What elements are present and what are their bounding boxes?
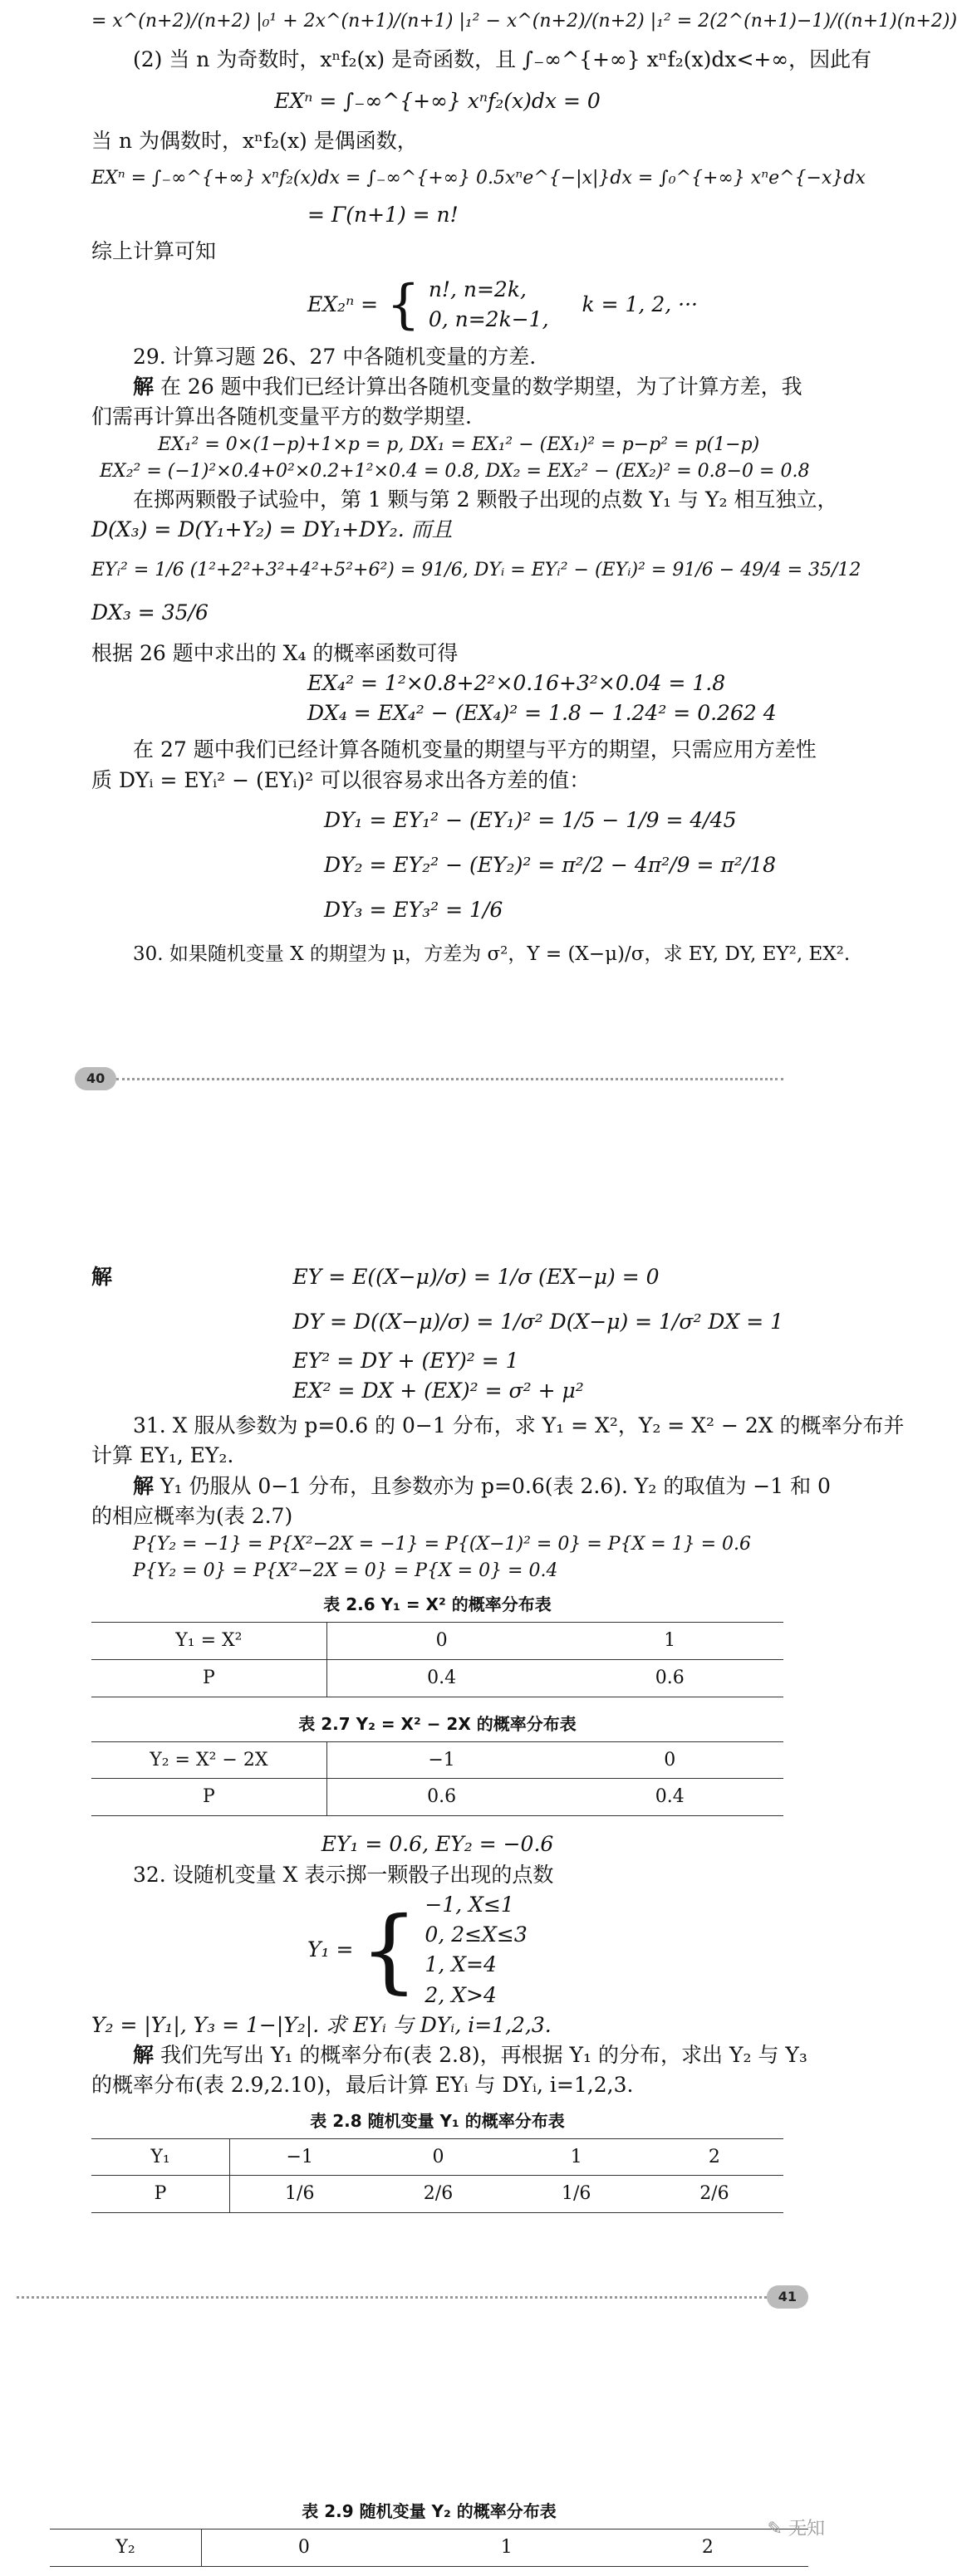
page-42-content [50,2491,808,2567]
q29-sol-text-2: 们需再计算出各随机变量平方的数学期望. [91,404,472,429]
page-40 [0,0,957,1096]
table-cell: 1 [406,2529,607,2567]
q29-sol-text-1: 在 26 题中我们已经计算出各随机变量的数学期望，为了计算方差，我 [160,374,802,399]
table-cell: 2 [607,2529,808,2567]
q29-formula-8: DY₂ = EY₂² − (EY₂)² = π²/2 − 4π²/9 = π²/18 [324,853,777,878]
chat-bubble-icon: ✎ [767,2519,783,2540]
table-cell: 0 [202,2529,406,2567]
q29-x4-text: 根据 26 题中求出的 X₄ 的概率函数可得 [91,640,459,665]
page-number-41: 41 [767,2285,808,2308]
watermark [768,2516,825,2543]
footer-rule [17,2296,767,2299]
page-footer-41 [17,2285,808,2309]
page-41 [0,1096,905,2358]
brace-icon: { [386,274,420,336]
ex2-lhs: EX₂ⁿ = [307,292,379,317]
q32-piecewise [91,1890,783,2010]
table-2-9-caption: 表 2.9 随机变量 Y₂ 的概率分布表 [302,2501,557,2521]
table-2-8 [91,2138,783,2214]
ex2-piecewise [91,275,783,335]
q32-sol-label: 解 [133,2043,155,2068]
table-cell: 0 [369,2138,507,2176]
q31-formula-1: P{Y₂ = −1} = P{X²−2X = −1} = P{(X−1)² = 0} = P{X = 1} = 0.6 [133,1534,752,1555]
q32-sol-text-1: 我们先写出 Y₁ 的概率分布(表 2.8)，再根据 Y₁ 的分布，求出 Y₂ 与 Y₃ [160,2043,807,2068]
q31-sol-text-2: 的相应概率为(表 2.7) [91,1503,293,1528]
table-cell: 0.6 [326,1779,556,1816]
q29-formula-3: EYᵢ² = 1/6 (1²+2²+3²+4²+5²+6²) = 91/6, DYᵢ = EYᵢ² − (EYᵢ)² = 91/6 − 49/4 = 35/12 [91,559,861,580]
q31-title-2: 计算 EY₁, EY₂. [91,1443,234,1468]
q29-sol-line-1 [91,372,802,402]
q29-formula-2: EX₂² = (−1)²×0.4+0²×0.2+1²×0.4 = 0.8, DX₂ = EX₂² − (EX₂)² = 0.8−0 = 0.8 [100,461,810,482]
table-cell: −1 [230,2138,370,2176]
q29-formula-9: DY₃ = EY₃² = 1/6 [324,898,503,923]
q32-cases [425,1890,527,2010]
q30-sol-label: 解 [91,1265,113,1289]
table-cell: 2 [645,2138,783,2176]
q29-formula-1: EX₁² = 0×(1−p)+1×p = p, DX₁ = EX₁² − (EX₁)² = p−p² = p(1−p) [158,434,760,456]
summary-text: 综上计算可知 [91,238,217,263]
q31-title-1: 31. X 服从参数为 p=0.6 的 0−1 分布，求 Y₁ = X²，Y₂ = X² − 2X 的概率分布并 [133,1413,905,1437]
table-row [91,1622,783,1659]
table-cell: 1/6 [230,2176,370,2213]
q29-dice-2: D(X₃) = D(Y₁+Y₂) = DY₁+DY₂. 而且 [91,517,453,542]
q30-formulas [144,1262,783,1406]
even-formula-2: = Γ(n+1) = n! [307,202,459,227]
q32-case: 2, X>4 [425,1982,497,2007]
ex2-case-1: n!, n=2k, [428,277,527,302]
q32-case: 1, X=4 [425,1952,497,1977]
table-row [91,2138,783,2176]
q32-case: 0, 2≤X≤3 [425,1922,528,1947]
q29-formula-5: EX₄² = 1²×0.8+2²×0.16+3²×0.04 = 1.8 [307,670,726,695]
table-cell: P [91,1779,326,1816]
q31-sol-line-1 [91,1472,831,1501]
table-2-6 [91,1622,783,1697]
page-40-content [91,8,957,968]
table-2-9 [50,2529,808,2567]
q32-y1-lhs: Y₁ = [307,1937,354,1962]
q29-formula-7: DY₁ = EY₁² − (EY₁)² = 1/5 − 1/9 = 4/45 [324,807,737,832]
footer-rule [116,1078,783,1080]
table-row [91,1779,783,1816]
case2-formula: EXⁿ = ∫₋∞^{+∞} xⁿf₂(x)dx = 0 [274,89,601,114]
q31-result: EY₁ = 0.6, EY₂ = −0.6 [321,1832,554,1857]
table-cell: P [91,2176,230,2213]
table-2-6-caption: 表 2.6 Y₁ = X² 的概率分布表 [323,1594,552,1614]
q31-formula-2: P{Y₂ = 0} = P{X²−2X = 0} = P{X = 0} = 0.4 [133,1560,558,1581]
table-cell: 2/6 [369,2176,507,2213]
table-cell: 0.6 [556,1659,783,1697]
q29-27-text-2: 质 DYᵢ = EYᵢ² − (EYᵢ)² 可以很容易求出各方差的值： [91,767,591,792]
table-cell: Y₂ [50,2529,202,2567]
table-cell: 1/6 [508,2176,645,2213]
page-number-40: 40 [75,1067,116,1090]
ex2-case-2: 0, n=2k−1, [428,307,549,332]
table-cell: 2/6 [645,2176,783,2213]
q31-sol-label: 解 [133,1473,155,1498]
q31-sol-text-1: Y₁ 仍服从 0−1 分布，且参数亦为 p=0.6(表 2.6). Y₂ 的取值为 −1 和 0 [160,1473,831,1498]
q32-definition: Y₂ = |Y₁|, Y₃ = 1−|Y₂|. 求 EYᵢ 与 DYᵢ, i=1,2,3. [91,2012,552,2037]
table-row [91,1659,783,1697]
q30-formula-1: EY = E((X−μ)/σ) = 1/σ (EX−μ) = 0 [292,1265,660,1289]
q29-title: 29. 计算习题 26、27 中各随机变量的方差. [133,344,537,369]
table-cell: P [91,1659,326,1697]
q32-sol-text-2: 的概率分布(表 2.9,2.10)，最后计算 EYᵢ 与 DYᵢ, i=1,2,3. [91,2073,634,2098]
table-cell: 0 [556,1741,783,1779]
table-cell: Y₁ = X² [91,1622,326,1659]
table-cell: Y₁ [91,2138,230,2176]
page-footer-40 [75,1067,783,1090]
even-text: 当 n 为偶数时，xⁿf₂(x) 是偶函数， [91,129,418,154]
page-42-partial [0,2358,858,2576]
formula-top: = x^(n+2)/(n+2) |₀¹ + 2x^(n+1)/(n+1) |₁² − x^(n+2)/(n+2) |₁² = 2(2^(n+1)−1)/((n+1)(n+2)) [91,11,957,32]
table-cell: 0.4 [556,1779,783,1816]
table-2-8-caption: 表 2.8 随机变量 Y₁ 的概率分布表 [310,2110,565,2131]
q29-sol-label: 解 [133,374,155,399]
q29-dice-1: 在掷两颗骰子试验中，第 1 颗与第 2 颗骰子出现的点数 Y₁ 与 Y₂ 相互独立， [133,487,838,512]
case2-text: (2) 当 n 为奇数时，xⁿf₂(x) 是奇函数，且 ∫₋∞^{+∞} xⁿf₂(x)dx<+∞，因此有 [133,47,872,71]
q32-title: 32. 设随机变量 X 表示掷一颗骰子出现的点数 [133,1862,554,1887]
table-cell: 1 [508,2138,645,2176]
q30-formula-2: DY = D((X−μ)/σ) = 1/σ² D(X−μ) = 1/σ² DX = 1 [292,1310,783,1335]
q29-27-text-1: 在 27 题中我们已经计算各随机变量的期望与平方的期望，只需应用方差性 [133,737,817,762]
table-cell: −1 [326,1741,556,1779]
table-row [91,2176,783,2213]
q32-case: −1, X≤1 [425,1892,514,1917]
table-2-7-caption: 表 2.7 Y₂ = X² − 2X 的概率分布表 [298,1713,577,1734]
q30-solution [91,1262,783,1406]
table-cell: 0.4 [326,1659,556,1697]
table-cell: 1 [556,1622,783,1659]
q30-title: 30. 如果随机变量 X 的期望为 μ，方差为 σ²，Y = (X−μ)/σ，求 EY, DY, EY², EX². [133,943,851,965]
table-2-7 [91,1741,783,1817]
watermark-text: 无知 [788,2519,825,2540]
brace-icon: { [360,1897,419,2004]
page-41-content [91,1262,905,2213]
ex2-cases [429,275,549,335]
table-row [50,2529,808,2567]
q29-formula-4: DX₃ = 35/6 [91,600,209,625]
q32-sol-line-1 [91,2040,807,2070]
q30-formula-3: EY² = DY + (EY)² = 1 [292,1348,519,1373]
ex2-k: k = 1, 2, ··· [582,292,698,317]
table-row [91,1741,783,1779]
table-cell: Y₂ = X² − 2X [91,1741,326,1779]
table-cell: 0 [326,1622,556,1659]
even-formula-1: EXⁿ = ∫₋∞^{+∞} xⁿf₂(x)dx = ∫₋∞^{+∞} 0.5xⁿe^{−|x|}dx = ∫₀^{+∞} xⁿe^{−x}dx [91,167,866,189]
q30-formula-4: EX² = DX + (EX)² = σ² + μ² [292,1378,584,1403]
q29-formula-6: DX₄ = EX₄² − (EX₄)² = 1.8 − 1.24² = 0.262 4 [307,701,777,726]
